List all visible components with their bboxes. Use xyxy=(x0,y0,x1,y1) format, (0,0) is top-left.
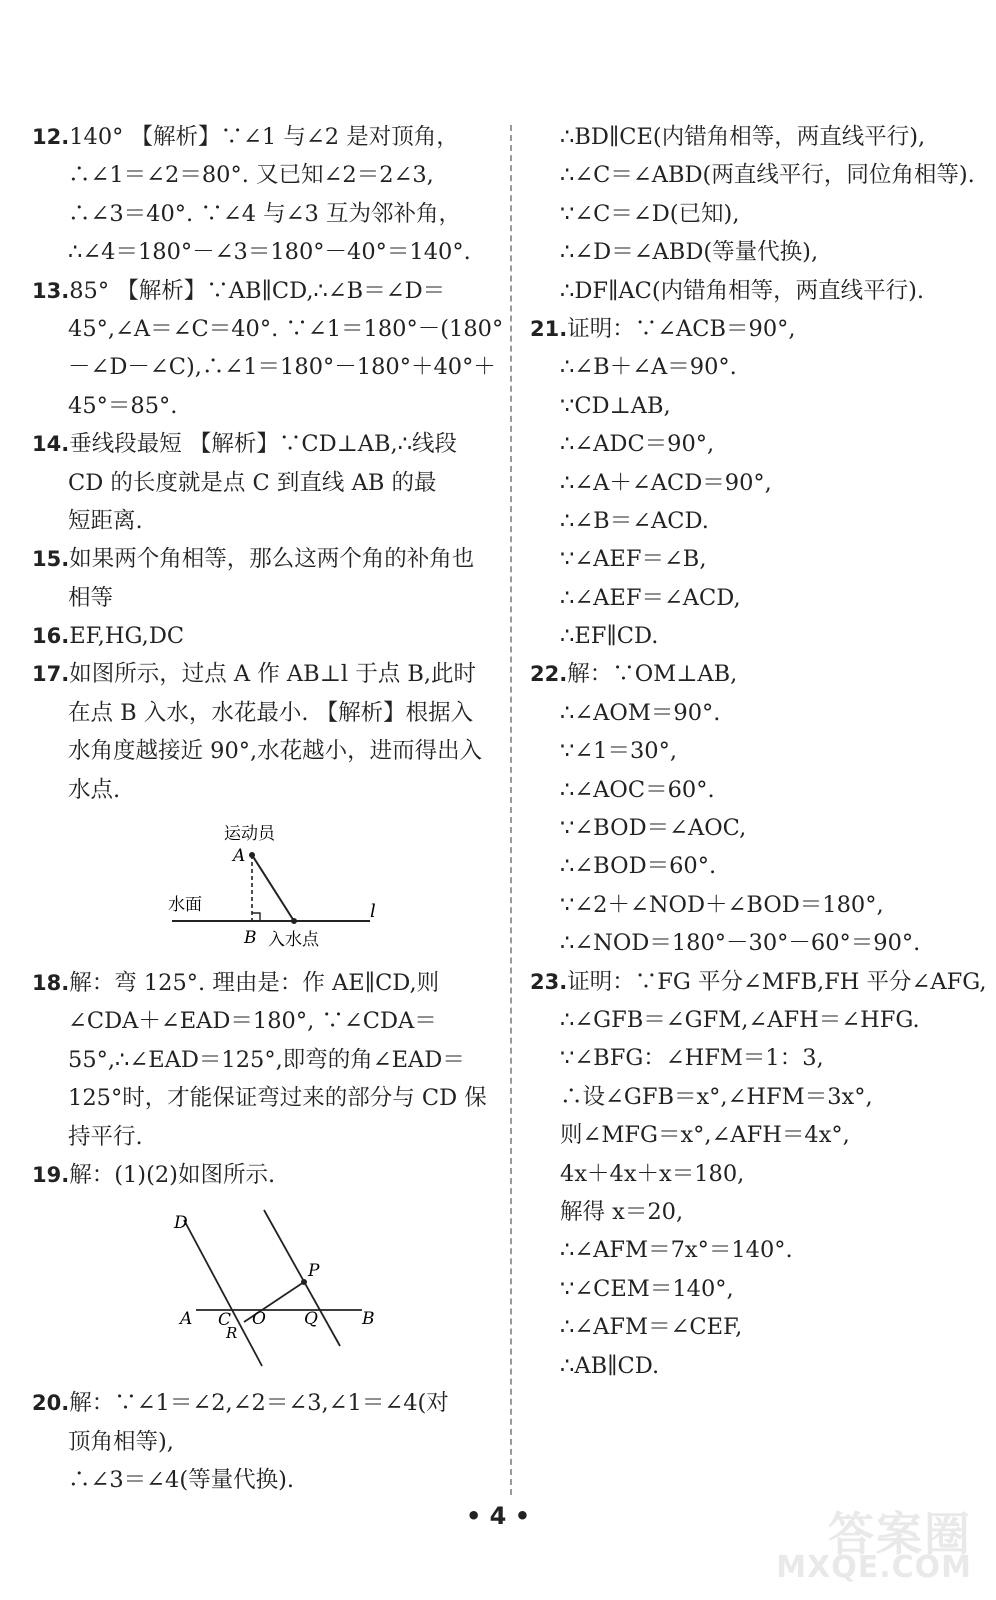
answer-line xyxy=(32,732,488,770)
answer-line xyxy=(32,425,488,463)
label-q: Q xyxy=(304,1309,318,1330)
answer-text: ∴∠1＝∠2＝80°. 又已知∠2＝2∠3, xyxy=(68,162,434,189)
answer-text: ∵∠CEM＝140°, xyxy=(560,1275,734,1302)
answer-line xyxy=(530,387,980,425)
answer-text: 则∠MFG＝x°,∠AFH＝4x°, xyxy=(560,1122,850,1149)
answer-line xyxy=(32,1384,488,1422)
answer-text: 140° 【解析】∵∠1 与∠2 是对顶角， xyxy=(69,124,459,150)
point-a-dot xyxy=(249,852,255,858)
answer-text: 解：∵∠1＝∠2,∠2＝∠3,∠1＝∠4(对 xyxy=(69,1390,449,1417)
right-angle-mark xyxy=(252,913,260,921)
answer-text: 证明：∵∠ACB＝90°, xyxy=(567,315,796,342)
answer-line xyxy=(530,464,980,502)
answer-text: 相等 xyxy=(68,584,114,611)
answer-line xyxy=(530,1270,980,1308)
answer-text: CD 的长度就是点 C 到直线 AB 的最 xyxy=(68,469,437,496)
answer-text: ∴∠AEF＝∠ACD, xyxy=(560,584,741,611)
question-number: 22. xyxy=(530,662,568,687)
question-number: 13. xyxy=(32,278,70,303)
answer-text: ∵∠AEF＝∠B, xyxy=(560,546,707,573)
answer-text: 持平行. xyxy=(68,1123,143,1150)
answer-item xyxy=(32,1156,488,1194)
label-c: C xyxy=(218,1310,232,1331)
answer-line xyxy=(32,540,488,578)
label-d: D xyxy=(174,1213,188,1234)
answer-line xyxy=(530,924,980,962)
answer-line: ∴DF∥AC(内错角相等，两直线平行). xyxy=(560,277,925,304)
answer-text: ∴∠4＝180°－∠3＝180°－40°＝140°. xyxy=(68,239,471,266)
answer-item xyxy=(530,655,980,962)
question-number: 15. xyxy=(32,547,70,572)
answer-line xyxy=(530,1116,980,1154)
answer-line: ∴BD∥CE(内错角相等，两直线平行), xyxy=(560,124,926,150)
answer-line xyxy=(530,540,980,578)
answer-line xyxy=(32,272,488,310)
answer-text: ∴EF∥CD. xyxy=(560,623,659,650)
entry-label: 入水点 xyxy=(268,930,319,951)
point-p-dot xyxy=(301,1279,307,1285)
water-label: 水面 xyxy=(168,895,202,916)
entry-point-dot xyxy=(291,918,297,924)
question-number: 18. xyxy=(32,971,70,996)
answer-line xyxy=(530,1078,980,1116)
answer-line xyxy=(530,1231,980,1269)
answer-item xyxy=(530,963,987,1385)
answer-line xyxy=(530,732,980,770)
answer-line xyxy=(530,771,980,809)
answer-line: ∴∠D＝∠ABD(等量代换), xyxy=(560,239,819,266)
answer-item xyxy=(32,272,504,426)
answer-text: 125°时，才能保证弯过来的部分与 CD 保 xyxy=(68,1085,487,1112)
answer-list-1 xyxy=(32,118,504,809)
answer-text: ∴∠GFB＝∠GFM,∠AFH＝∠HFG. xyxy=(560,1006,920,1033)
answer-text: 55°,∴∠EAD＝125°,即弯的角∠EAD＝ xyxy=(68,1046,465,1073)
diving-figure xyxy=(32,809,488,964)
answer-line: ∵∠C＝∠D(已知), xyxy=(560,200,740,227)
answer-line xyxy=(32,617,488,655)
answer-line xyxy=(530,809,980,847)
answer-list-right xyxy=(530,310,987,1385)
parallel-lines-diagram xyxy=(32,1194,488,1384)
answer-line xyxy=(32,964,488,1002)
answer-text: ∴∠ADC＝90°, xyxy=(560,431,715,458)
answer-text: 4x＋4x＋x＝180, xyxy=(560,1160,745,1187)
answer-text: 45°,∠A＝∠C＝40°. ∵∠1＝180°－(180° xyxy=(68,315,504,342)
answer-line xyxy=(530,1193,980,1231)
watermark xyxy=(776,1498,976,1588)
answer-line xyxy=(32,655,488,693)
answer-line xyxy=(530,655,980,693)
answer-line xyxy=(530,1039,980,1077)
question-number: 17. xyxy=(32,662,70,687)
line-l-label: l xyxy=(370,901,376,923)
answer-text: ∴∠B＋∠A＝90°. xyxy=(560,354,737,381)
answer-text: ∴∠3＝40°. ∵∠4 与∠3 互为邻补角， xyxy=(68,200,461,227)
answer-line xyxy=(32,694,488,732)
question-number: 16. xyxy=(32,624,70,649)
answer-text: EF,HG,DC xyxy=(69,623,185,650)
answer-line xyxy=(530,310,980,348)
answer-line xyxy=(530,579,980,617)
line-through-p xyxy=(264,1210,340,1346)
answer-line xyxy=(530,425,980,463)
answer-line xyxy=(32,1461,488,1499)
answer-line xyxy=(530,348,980,386)
answer-text: 顶角相等), xyxy=(68,1428,174,1455)
answer-item xyxy=(530,310,980,656)
answer-item xyxy=(32,540,488,617)
watermark-logo-text: 答案圈 xyxy=(828,1507,972,1561)
answer-text: 解：∵OM⊥AB, xyxy=(567,661,738,688)
answer-line xyxy=(32,310,504,348)
answer-line xyxy=(530,1308,980,1346)
answer-line xyxy=(32,1079,488,1117)
answer-20-continued xyxy=(530,118,980,310)
answer-text: ∴∠AFM＝∠CEF, xyxy=(560,1314,743,1341)
answer-line xyxy=(32,771,488,809)
answer-text: ∠CDA＋∠EAD＝180°, ∵∠CDA＝ xyxy=(68,1008,437,1035)
answer-text: 垂线段最短 【解析】∵CD⊥AB,∴线段 xyxy=(69,431,458,458)
answer-line xyxy=(530,963,987,1001)
answer-item xyxy=(32,425,488,540)
answer-list-3 xyxy=(32,1384,488,1499)
answer-line xyxy=(530,1001,980,1039)
answer-line xyxy=(32,118,488,156)
column-divider xyxy=(510,125,512,1495)
answer-line xyxy=(530,1347,980,1385)
answer-text: 如图所示，过点 A 作 AB⊥l 于点 B,此时 xyxy=(69,661,477,688)
answer-item xyxy=(32,964,488,1156)
answer-line xyxy=(32,464,488,502)
watermark-url: MXQE.COM xyxy=(776,1550,972,1585)
answer-text: ∴∠AOC＝60°. xyxy=(560,776,715,803)
label-o: O xyxy=(252,1309,266,1330)
answer-text: ∴∠AOM＝90°. xyxy=(560,699,721,726)
answer-line xyxy=(530,847,980,885)
answer-text: ∴∠A＋∠ACD＝90°, xyxy=(560,469,772,496)
right-column xyxy=(530,118,987,1385)
answer-line xyxy=(32,502,488,540)
question-number: 21. xyxy=(530,316,568,341)
answer-text: 解：(1)(2)如图所示. xyxy=(69,1161,276,1188)
answer-text: ∴∠3＝∠4(等量代换). xyxy=(68,1467,295,1494)
answer-line xyxy=(32,233,488,271)
answer-text: 解得 x＝20, xyxy=(560,1198,684,1225)
answer-text: 在点 B 入水，水花最小. 【解析】根据入 xyxy=(68,699,474,726)
answer-text: ∵∠BOD＝∠AOC, xyxy=(560,815,747,842)
answer-text: 水点. xyxy=(68,776,121,803)
dive-path-line xyxy=(252,855,294,921)
label-r: R xyxy=(226,1324,238,1343)
answer-text: ∴∠B＝∠ACD. xyxy=(560,507,709,534)
question-number: 23. xyxy=(530,969,568,994)
label-b: B xyxy=(362,1309,375,1330)
answer-line xyxy=(530,694,980,732)
answer-text: ∵∠1＝30°, xyxy=(560,738,678,765)
answer-text: 水角度越接近 90°,水花越小，进而得出入 xyxy=(68,738,483,765)
answer-line: ∴∠C＝∠ABD(两直线平行，同位角相等). xyxy=(560,162,975,189)
answer-text: ∴AB∥CD. xyxy=(560,1352,660,1379)
question-number: 12. xyxy=(32,125,70,149)
answer-line xyxy=(32,348,496,386)
answer-line xyxy=(32,1156,488,1194)
question-number: 19. xyxy=(32,1162,70,1187)
answer-list-2 xyxy=(32,964,488,1194)
question-number: 20. xyxy=(32,1391,70,1416)
diving-diagram xyxy=(32,809,488,964)
answer-text: ∴∠AFM＝7x°＝140°. xyxy=(560,1237,793,1264)
answer-line xyxy=(530,617,980,655)
athlete-label: 运动员 xyxy=(224,824,275,845)
label-p: P xyxy=(308,1261,320,1282)
answer-text: 45°＝85°. xyxy=(68,392,178,419)
answer-text: ∵CD⊥AB, xyxy=(560,392,671,419)
answer-line xyxy=(32,579,488,617)
answer-text: ∴∠BOD＝60°. xyxy=(560,853,717,880)
answer-text: 85° 【解析】∵AB∥CD,∴∠B＝∠D＝ xyxy=(69,277,446,304)
answer-text: －∠D－∠C),∴∠1＝180°－180°＋40°＋ xyxy=(68,354,496,381)
answer-text: 证明：∵FG 平分∠MFB,FH 平分∠AFG, xyxy=(567,968,987,995)
answer-text: ∵∠BFG：∠HFM＝1：3, xyxy=(560,1045,824,1072)
page-number: • 4 • xyxy=(465,1502,531,1530)
answer-line xyxy=(32,1002,488,1040)
answer-text: 如果两个角相等，那么这两个角的补角也 xyxy=(69,546,475,573)
answer-item xyxy=(32,617,488,655)
answer-text: ∵∠2＋∠NOD＋∠BOD＝180°, xyxy=(560,891,884,918)
answer-item xyxy=(32,655,488,809)
question-number: 14. xyxy=(32,432,70,457)
parallel-figure xyxy=(32,1194,488,1384)
answer-text: ∴∠NOD＝180°－30°－60°＝90°. xyxy=(560,930,921,957)
left-column xyxy=(32,118,504,1500)
answer-line xyxy=(32,1423,488,1461)
answer-line xyxy=(32,1041,488,1079)
answer-line xyxy=(530,502,980,540)
line-d xyxy=(184,1220,262,1366)
answer-text: ∴设∠GFB＝x°,∠HFM＝3x°, xyxy=(560,1083,873,1110)
label-a: A xyxy=(180,1309,193,1330)
answer-text: 解：弯 125°. 理由是：作 AE∥CD,则 xyxy=(69,970,440,997)
answer-line xyxy=(32,1118,488,1156)
answer-line xyxy=(530,886,980,924)
answer-item xyxy=(32,1384,488,1499)
answer-text: 短距离. xyxy=(68,507,143,534)
point-a-label: A xyxy=(233,846,246,867)
answer-line xyxy=(32,195,488,233)
answer-line xyxy=(32,387,488,425)
point-b-label: B xyxy=(244,928,257,949)
answer-item xyxy=(32,118,488,272)
answer-line xyxy=(32,156,488,194)
answer-line xyxy=(530,1155,980,1193)
